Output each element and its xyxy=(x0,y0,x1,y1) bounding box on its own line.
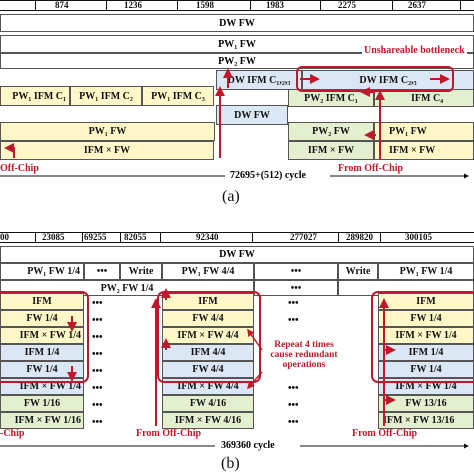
ifm-x-fw-416-block-mid: IFM × FW 4/16 xyxy=(162,412,254,429)
dots-label: ••• xyxy=(92,298,103,309)
pw1-ifm-c3-block: PW₁ IFM C₃ xyxy=(142,86,214,106)
dots-label: ••• xyxy=(92,349,103,360)
tick-label: 82055 xyxy=(124,232,147,242)
bottleneck-box xyxy=(297,67,453,91)
ifm-x-fw-44-block-mid: IFM × FW 4/4 xyxy=(162,327,254,344)
panel-a-caption: (a) xyxy=(222,188,240,205)
dots-label: ••• xyxy=(288,417,299,428)
pw2-fw-14-bar: PW₂ FW 1/4 xyxy=(0,280,254,296)
fw-1316-block-right: FW 13/16 xyxy=(378,395,474,412)
tick-label: 300105 xyxy=(405,232,432,242)
from-off-chip-label-b-2: From Off-Chip xyxy=(136,428,202,439)
dots-label: ••• xyxy=(288,315,299,326)
pw1-fw-44-block: PW₁ FW 4/4 xyxy=(162,263,254,280)
ifm-14-block-left: IFM 1/4 xyxy=(0,344,84,361)
ifm-block-left: IFM xyxy=(0,293,84,310)
tick-label: 277027 xyxy=(290,232,317,242)
fw-14-block-left: FW 1/4 xyxy=(0,310,84,327)
off-chip-arrow xyxy=(6,148,14,158)
pw1-fw-14-block: PW₁ FW 1/4 xyxy=(0,263,84,280)
pw1-fw-block-2: PW₁ FW xyxy=(374,122,474,141)
tick-label: 1598 xyxy=(196,0,214,10)
pw2-fw-block: PW₂ FW xyxy=(288,122,374,141)
dw-ifm-c123-block: DW IFM C₁,₂,₃ xyxy=(216,70,302,90)
dots-cell: ••• xyxy=(84,263,120,280)
ifm-x-fw-1316-block-right: IFM × FW 13/16 xyxy=(378,412,474,429)
repeat-box-left xyxy=(0,292,88,382)
pw2-ifm-c1-block: PW₂ IFM C₁ xyxy=(288,89,374,107)
dots-cell: ••• xyxy=(254,263,338,280)
dots-label: ••• xyxy=(288,298,299,309)
pw2-ifm-c4-block: IFM C₄ xyxy=(374,89,474,107)
fw-14-block-right: FW 1/4 xyxy=(378,310,474,327)
repeat-note-line: cause redundant xyxy=(270,350,338,360)
tick-label: 1983 xyxy=(266,0,284,10)
ifm-44-block-mid: IFM 4/4 xyxy=(162,344,254,361)
from-off-chip-label-b: -Chip xyxy=(0,428,25,439)
repeat-note-line: Repeat 4 times xyxy=(274,340,334,350)
fw-44-block-mid: FW 4/4 xyxy=(162,310,254,327)
ifm-x-fw-block: IFM × FW xyxy=(0,141,214,160)
repeat-box-mid xyxy=(158,292,260,382)
dots-label: ••• xyxy=(288,400,299,411)
dots-cell: ••• xyxy=(254,280,338,296)
pw2-fw-bar: PW₂ FW xyxy=(0,53,474,69)
ifm-block-right: IFM xyxy=(378,293,474,310)
fw-416-block-mid: FW 4/16 xyxy=(162,395,254,412)
bottleneck-label: Unshareable bottleneck xyxy=(364,45,465,56)
fw-14-block-right-2: FW 1/4 xyxy=(378,361,474,378)
tick-label: 874 xyxy=(55,0,69,10)
tick-label: 23085 xyxy=(42,232,65,242)
dots-label: ••• xyxy=(92,417,103,428)
dots-label: ••• xyxy=(92,315,103,326)
dots-label: ••• xyxy=(92,332,103,343)
dots-label: ••• xyxy=(92,400,103,411)
dots-label: ••• xyxy=(92,383,103,394)
dots-label: ••• xyxy=(288,383,299,394)
from-off-chip-label-2: From Off-Chip xyxy=(338,163,404,174)
write-cell: Write xyxy=(120,263,162,280)
dw-ifm-c23-block: DW IFM C₂,₃ xyxy=(302,70,474,90)
tick-label: 289820 xyxy=(346,232,373,242)
ifm-x-fw-block-2: IFM × FW xyxy=(288,141,374,160)
tick-label: 00 xyxy=(0,232,9,242)
dw-fw-bar-b: DW FW xyxy=(0,246,474,263)
repeat-note-line: operations xyxy=(282,360,326,370)
ifm-x-fw-14-block-right-2: IFM × FW 1/4 xyxy=(378,378,474,395)
dw-fw-block: DW FW xyxy=(216,105,288,125)
ifm-x-fw-14-block-right: IFM × FW 1/4 xyxy=(378,327,474,344)
from-off-chip-label: Off-Chip xyxy=(0,163,39,174)
tick-label: 2275 xyxy=(338,0,356,10)
ifm-x-fw-14-block-left: IFM × FW 1/4 xyxy=(0,327,84,344)
pw1-fw-14-block-2: PW₁ FW 1/4 xyxy=(378,263,474,280)
repeat-box-right xyxy=(372,292,474,382)
pw1-ifm-c1-block: PW₁ IFM C₁ xyxy=(0,86,70,106)
dw-fw-bar: DW FW xyxy=(0,14,474,32)
write-cell-2: Write xyxy=(338,263,378,280)
ifm-block-mid: IFM xyxy=(162,293,254,310)
tick-label: 1236 xyxy=(124,0,142,10)
pw1-fw-bar: PW₁ FW xyxy=(0,35,474,53)
pw1-fw-block: PW₁ FW xyxy=(0,122,215,141)
ifm-x-fw-44-block-mid-2: IFM × FW 4/4 xyxy=(162,378,254,395)
fw-14-block-left-2: FW 1/4 xyxy=(0,361,84,378)
panel-b-caption: (b) xyxy=(221,455,240,472)
ifm-x-fw-block-3: IFM × FW xyxy=(374,141,474,160)
tick-label: 2637 xyxy=(408,0,426,10)
pw1-ifm-c2-block: PW₁ IFM C₂ xyxy=(70,86,142,106)
tick-label: 69255 xyxy=(84,232,107,242)
ifm-x-fw-14-block-left-2: IFM × FW 1/4 xyxy=(0,378,84,395)
from-off-chip-label-b-3: From Off-Chip xyxy=(352,428,418,439)
panel-b-cycle-label: 369360 cycle xyxy=(218,440,278,451)
tick-label: 92340 xyxy=(196,232,219,242)
ifm-14-block-right: IFM 1/4 xyxy=(378,344,474,361)
fw-44-block-mid-2: FW 4/4 xyxy=(162,361,254,378)
ifm-x-fw-116-block-left: IFM × FW 1/16 xyxy=(0,412,84,429)
dots-label: ••• xyxy=(92,366,103,377)
fw-116-block-left: FW 1/16 xyxy=(0,395,84,412)
panel-a-cycle-label: 72695+(512) cycle xyxy=(227,170,309,181)
